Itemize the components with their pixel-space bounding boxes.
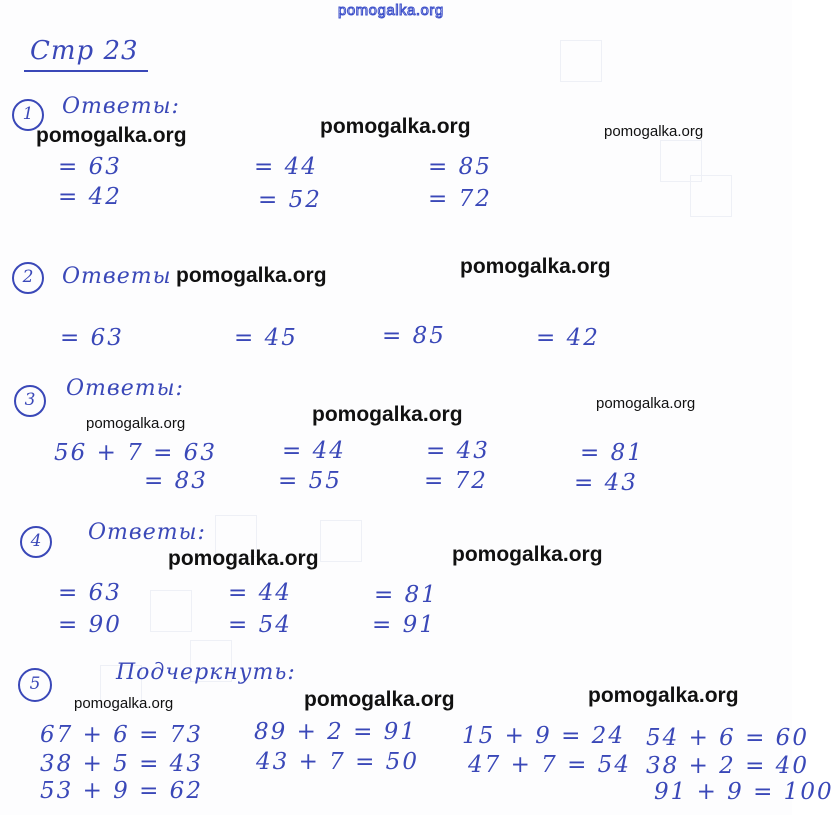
answer: = 45 (234, 325, 298, 351)
equation: 47 + 7 = 54 (468, 752, 631, 778)
watermark-text: pomogalka.org (168, 547, 319, 570)
answer: = 63 (60, 325, 124, 351)
section-number: 4 (20, 526, 52, 558)
section-heading: Подчеркнуть: (116, 660, 296, 685)
background-grid (320, 520, 362, 562)
answer: = 81 (580, 440, 644, 466)
answer: = 72 (428, 186, 492, 212)
equation: 38 + 5 = 43 (40, 751, 203, 777)
answer: = 90 (58, 612, 122, 638)
answer: = 63 (58, 154, 122, 180)
answer: = 72 (424, 468, 488, 494)
background-grid (150, 590, 192, 632)
section-heading: Ответы: (88, 520, 206, 545)
watermark-text: pomogalka.org (74, 695, 174, 712)
answer: = 85 (428, 154, 492, 180)
answer: = 52 (258, 187, 322, 213)
answer: = 54 (228, 612, 292, 638)
answer: = 63 (58, 580, 122, 606)
answer: = 91 (372, 612, 436, 638)
watermark-text: pomogalka.org (588, 684, 739, 707)
watermark-text: pomogalka.org (86, 415, 186, 432)
section-number: 1 (12, 99, 44, 131)
equation: 89 + 2 = 91 (254, 719, 417, 745)
answer: = 43 (426, 438, 490, 464)
section-number: 3 (14, 385, 46, 417)
background-grid (690, 175, 732, 217)
section-heading: Ответы: (62, 94, 180, 119)
watermark-text: pomogalka.org (176, 264, 327, 287)
equation: 53 + 9 = 62 (40, 778, 203, 804)
answer: = 42 (536, 325, 600, 351)
answer: = 44 (282, 438, 346, 464)
watermark-text: pomogalka.org (596, 395, 696, 412)
watermark-text: pomogalka.org (452, 543, 603, 566)
answer: = 81 (374, 582, 438, 608)
watermark-text: pomogalka.org (304, 688, 455, 711)
answer: = 42 (58, 184, 122, 210)
answer: = 83 (144, 468, 208, 494)
equation: 91 + 9 = 100 (654, 779, 834, 805)
section-heading: Ответы (62, 264, 172, 289)
watermark-text: pomogalka.org (604, 123, 704, 140)
answer: = 44 (228, 580, 292, 606)
top-watermark: pomogalka.org (338, 2, 444, 19)
title-underline (24, 70, 148, 72)
background-grid (560, 40, 602, 82)
equation: 43 + 7 = 50 (256, 749, 419, 775)
page-title: Стр 23 (30, 36, 139, 66)
watermark-text: pomogalka.org (320, 115, 471, 138)
answer: = 85 (382, 323, 446, 349)
equation: 54 + 6 = 60 (646, 725, 809, 751)
answer: = 43 (574, 470, 638, 496)
watermark-text: pomogalka.org (312, 403, 463, 426)
equation: 67 + 6 = 73 (40, 722, 203, 748)
section-number: 2 (12, 262, 44, 294)
equation: 56 + 7 = 63 (54, 440, 217, 466)
section-heading: Ответы: (66, 376, 184, 401)
watermark-text: pomogalka.org (460, 255, 611, 278)
answer: = 44 (254, 154, 318, 180)
section-number: 5 (18, 668, 52, 702)
equation: 38 + 2 = 40 (646, 753, 809, 779)
answer: = 55 (278, 468, 342, 494)
equation: 15 + 9 = 24 (462, 723, 625, 749)
watermark-text: pomogalka.org (36, 124, 187, 147)
